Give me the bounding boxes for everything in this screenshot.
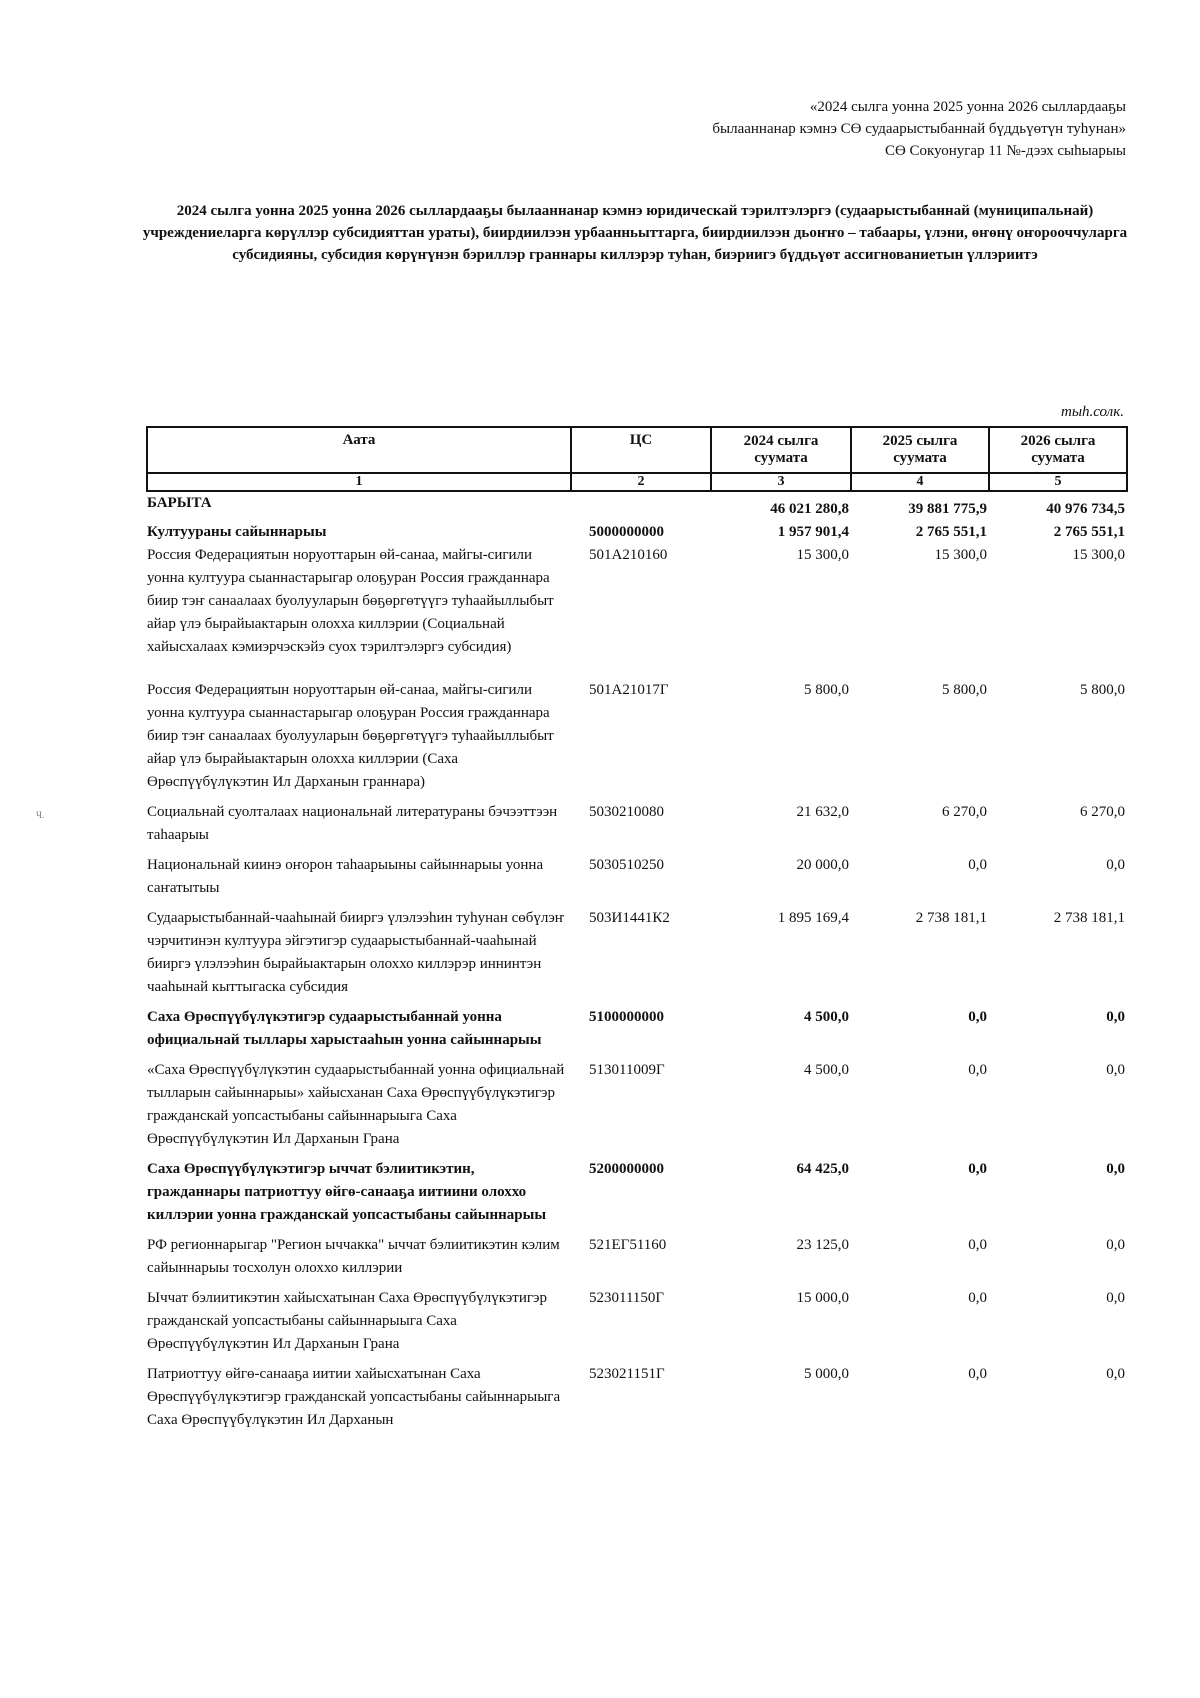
row-name: Ыччат бэлиитикэтин хайысхатынан Саха Өрөспүүбүлүкэтигэр гражданскай уопсастыбаны сайыннарыыга Саха Өрөспүүбүлүкэтин Ил Дарханын Грана — [147, 1290, 547, 1352]
row-name: Саха Өрөспүүбүлүкэтигэр судаарыстыбаннай уонна официальнай тыллары харыстааһын уонна сайыннарыы — [147, 1009, 542, 1048]
row-value-2026: 40 976 734,5 — [1046, 501, 1125, 517]
row-value-2026: 5 800,0 — [1080, 682, 1125, 698]
header-2025-year: 2025 сылга — [882, 433, 958, 449]
row-value-2026: 2 738 181,1 — [1053, 910, 1125, 926]
row-value-2026: 0,0 — [1106, 1009, 1125, 1025]
allocation-table-wrapper — [146, 426, 1126, 1432]
row-value-2026: 0,0 — [1106, 1161, 1125, 1177]
row-name: Саха Өрөспүүбүлүкэтигэр ыччат бэлиитикэтин, гражданнары патриоттуу өйгө-санааҕа иитиини олоххо киллэрии уонна гражданскай уопсастыбаны сайыннарыы — [147, 1161, 547, 1223]
row-code: 5030210080 — [589, 804, 664, 820]
header-code-label: ЦС — [629, 432, 653, 448]
row-name: Россия Федерациятын норуоттарын өй-санаа, майгы-сигили уонна култуура сыаннастарыгар олоҕуран Россия гражданнара биир тэҥ санаалаах буолууларын бөҕөргөтүүгэ туһаайыллыбыт айар үлэ бырайыактарын олохха киллэрии (Саха Өрөспүүбүлүкэтин Ил Дарханын граннара) — [147, 682, 554, 790]
row-name: Национальнай киинэ оҥорон таһаарыыны сайыннарыы уонна саҥатытыы — [147, 857, 544, 896]
row-value-2026: 2 765 551,1 — [1053, 524, 1125, 540]
row-value-2025: 0,0 — [968, 1062, 987, 1078]
row-value-2024: 1 895 169,4 — [777, 910, 849, 926]
approval-line: былааннанар кэмнэ СӨ судаарыстыбаннай бүддьүөтүн туһунан» — [712, 121, 1126, 137]
table-row — [147, 1234, 1127, 1287]
row-value-2024: 21 632,0 — [796, 804, 849, 820]
row-value-2025: 2 765 551,1 — [915, 524, 987, 540]
table-row — [147, 1059, 1127, 1158]
column-number: 3 — [711, 473, 851, 491]
row-code: 521ЕГ51160 — [589, 1237, 667, 1253]
column-number: 1 — [147, 473, 571, 491]
row-code: 5200000000 — [589, 1161, 664, 1177]
row-name: Култуураны сайыннарыы — [147, 524, 327, 540]
header-2026 — [989, 427, 1127, 473]
row-value-2025: 39 881 775,9 — [908, 501, 987, 517]
approval-line: «2024 сылга уонна 2025 уонна 2026 сыллардааҕы — [809, 99, 1126, 115]
row-code: 513011009Г — [589, 1062, 665, 1078]
table-row-total — [147, 491, 1127, 521]
column-number: 4 — [851, 473, 989, 491]
row-value-2024: 4 500,0 — [804, 1009, 849, 1025]
row-name: Россия Федерациятын норуоттарын өй-санаа, майгы-сигили уонна култуура сыаннастарыгар олоҕуран Россия гражданнара биир тэҥ санаалаах буолууларын бөҕөргөтүүгэ туһаайыллыбыт айар үлэ бырайыактарын олохха киллэрии (Социальнай хайысхалаах кэмиэрчэскэйэ суох тэрилтэлэргэ субсидия) — [147, 547, 554, 655]
row-value-2024: 23 125,0 — [796, 1237, 849, 1253]
row-value-2024: 5 800,0 — [804, 682, 849, 698]
row-value-2024: 20 000,0 — [796, 857, 849, 873]
row-value-2024: 64 425,0 — [796, 1161, 849, 1177]
row-value-2024: 15 300,0 — [796, 547, 849, 563]
row-value-2026: 0,0 — [1106, 1366, 1125, 1382]
table-row-section — [147, 1006, 1127, 1059]
header-2024-year: 2024 сылга — [743, 433, 819, 449]
header-2024-sum: суумата — [754, 450, 808, 466]
row-value-2024: 46 021 280,8 — [770, 501, 849, 517]
approval-block — [506, 96, 1126, 162]
row-code: 5100000000 — [589, 1009, 664, 1025]
table-row — [147, 907, 1127, 1006]
row-value-2026: 15 300,0 — [1072, 547, 1125, 563]
row-value-2025: 6 270,0 — [942, 804, 987, 820]
allocation-table — [146, 426, 1128, 1432]
row-value-2026: 0,0 — [1106, 1290, 1125, 1306]
row-code: 5030510250 — [589, 857, 664, 873]
row-value-2026: 0,0 — [1106, 857, 1125, 873]
header-2025 — [851, 427, 989, 473]
row-value-2025: 5 800,0 — [942, 682, 987, 698]
table-row-section — [147, 1158, 1127, 1234]
row-value-2026: 6 270,0 — [1080, 804, 1125, 820]
row-value-2026: 0,0 — [1106, 1237, 1125, 1253]
table-row — [147, 801, 1127, 854]
row-value-2024: 5 000,0 — [804, 1366, 849, 1382]
header-code — [571, 427, 711, 473]
row-name: Патриоттуу өйгө-санааҕа иитии хайысхатынан Саха Өрөспүүбүлүкэтигэр гражданскай уопсастыбаны сайыннарыыга Саха Өрөспүүбүлүкэтин Ил Дарханын — [147, 1366, 561, 1428]
row-value-2025: 0,0 — [968, 1161, 987, 1177]
row-name: РФ регионнарыгар "Регион ыччакка" ыччат бэлиитикэтин кэлим сайыннарыы тосхолун олоххо киллэрии — [147, 1237, 560, 1276]
row-value-2024: 1 957 901,4 — [777, 524, 849, 540]
approval-line: СӨ Сокуонугар 11 №-дээх сыһыарыы — [884, 143, 1126, 159]
row-code: 523011150Г — [589, 1290, 665, 1306]
row-code: 501A21017Г — [589, 682, 669, 698]
row-value-2025: 15 300,0 — [934, 547, 987, 563]
row-value-2024: 15 000,0 — [796, 1290, 849, 1306]
table-row-section — [147, 521, 1127, 544]
unit-label: тыһ.солк. — [1061, 404, 1124, 420]
row-value-2025: 0,0 — [968, 1237, 987, 1253]
row-name: Судаарыстыбаннай-чааһынай бииргэ үлэлээһин туһунан сөбүлэҥ чэрчитинэн култуура эйгэтигэр судаарыстыбаннай-чааһынай бииргэ үлэлээһин бырайыактарын олоххо киллэрэр иннинтэн чааһынай кыттыгаска субсидия — [147, 910, 565, 995]
stray-mark: Ч. — [36, 810, 45, 820]
row-value-2025: 0,0 — [968, 1366, 987, 1382]
row-code: 5000000000 — [589, 524, 664, 540]
table-row — [147, 679, 1127, 801]
row-code: 503И1441К2 — [589, 910, 670, 926]
header-name-label: Аата — [342, 432, 376, 448]
row-value-2025: 0,0 — [968, 857, 987, 873]
header-name — [147, 427, 571, 473]
column-number: 5 — [989, 473, 1127, 491]
header-2026-year: 2026 сылга — [1020, 433, 1096, 449]
header-2026-sum: суумата — [1031, 450, 1085, 466]
row-code: 501A210160 — [589, 547, 668, 563]
column-number: 2 — [571, 473, 711, 491]
table-row — [147, 1287, 1127, 1363]
row-name: «Саха Өрөспүүбүлүкэтин судаарыстыбаннай уонна официальнай тылларын сайыннарыы» хайысханан Саха Өрөспүүбүлүкэтигэр гражданскай уопсастыбаны сайыннарыыга Саха Өрөспүүбүлүкэтин Ил Дарханын Грана — [147, 1062, 565, 1147]
table-row — [147, 854, 1127, 907]
row-name: Социальнай суолталаах национальнай литератураны бэчээттээн таһаарыы — [147, 804, 558, 843]
row-value-2026: 0,0 — [1106, 1062, 1125, 1078]
row-name: БАРЫТА — [147, 495, 212, 511]
header-2024 — [711, 427, 851, 473]
row-value-2025: 0,0 — [968, 1290, 987, 1306]
table-row — [147, 1363, 1127, 1432]
header-2025-sum: суумата — [893, 450, 947, 466]
document-title: 2024 сылга уонна 2025 уонна 2026 сыллардааҕы былааннанар кэмнэ юридическай тэрилтэлэргэ (судаарыстыбаннай (муниципальнай) учреждениеларга көрүллэр субсидияттан ураты), биирдиилээн урбаанньыттарга, биирдиилээн дьоҥҥо – табаары, үлэни, өҥөнү оҥорооччуларга субсидияны, субсидия көрүҥүнэн бэриллэр граннары киллэрэр туһан, биэриигэ бүддьүөт ассигнованиетын үллэриитэ — [142, 203, 1128, 263]
row-value-2025: 0,0 — [968, 1009, 987, 1025]
row-value-2025: 2 738 181,1 — [915, 910, 987, 926]
row-code: 523021151Г — [589, 1366, 665, 1382]
table-row — [147, 544, 1127, 679]
row-value-2024: 4 500,0 — [804, 1062, 849, 1078]
row-code — [571, 491, 711, 521]
